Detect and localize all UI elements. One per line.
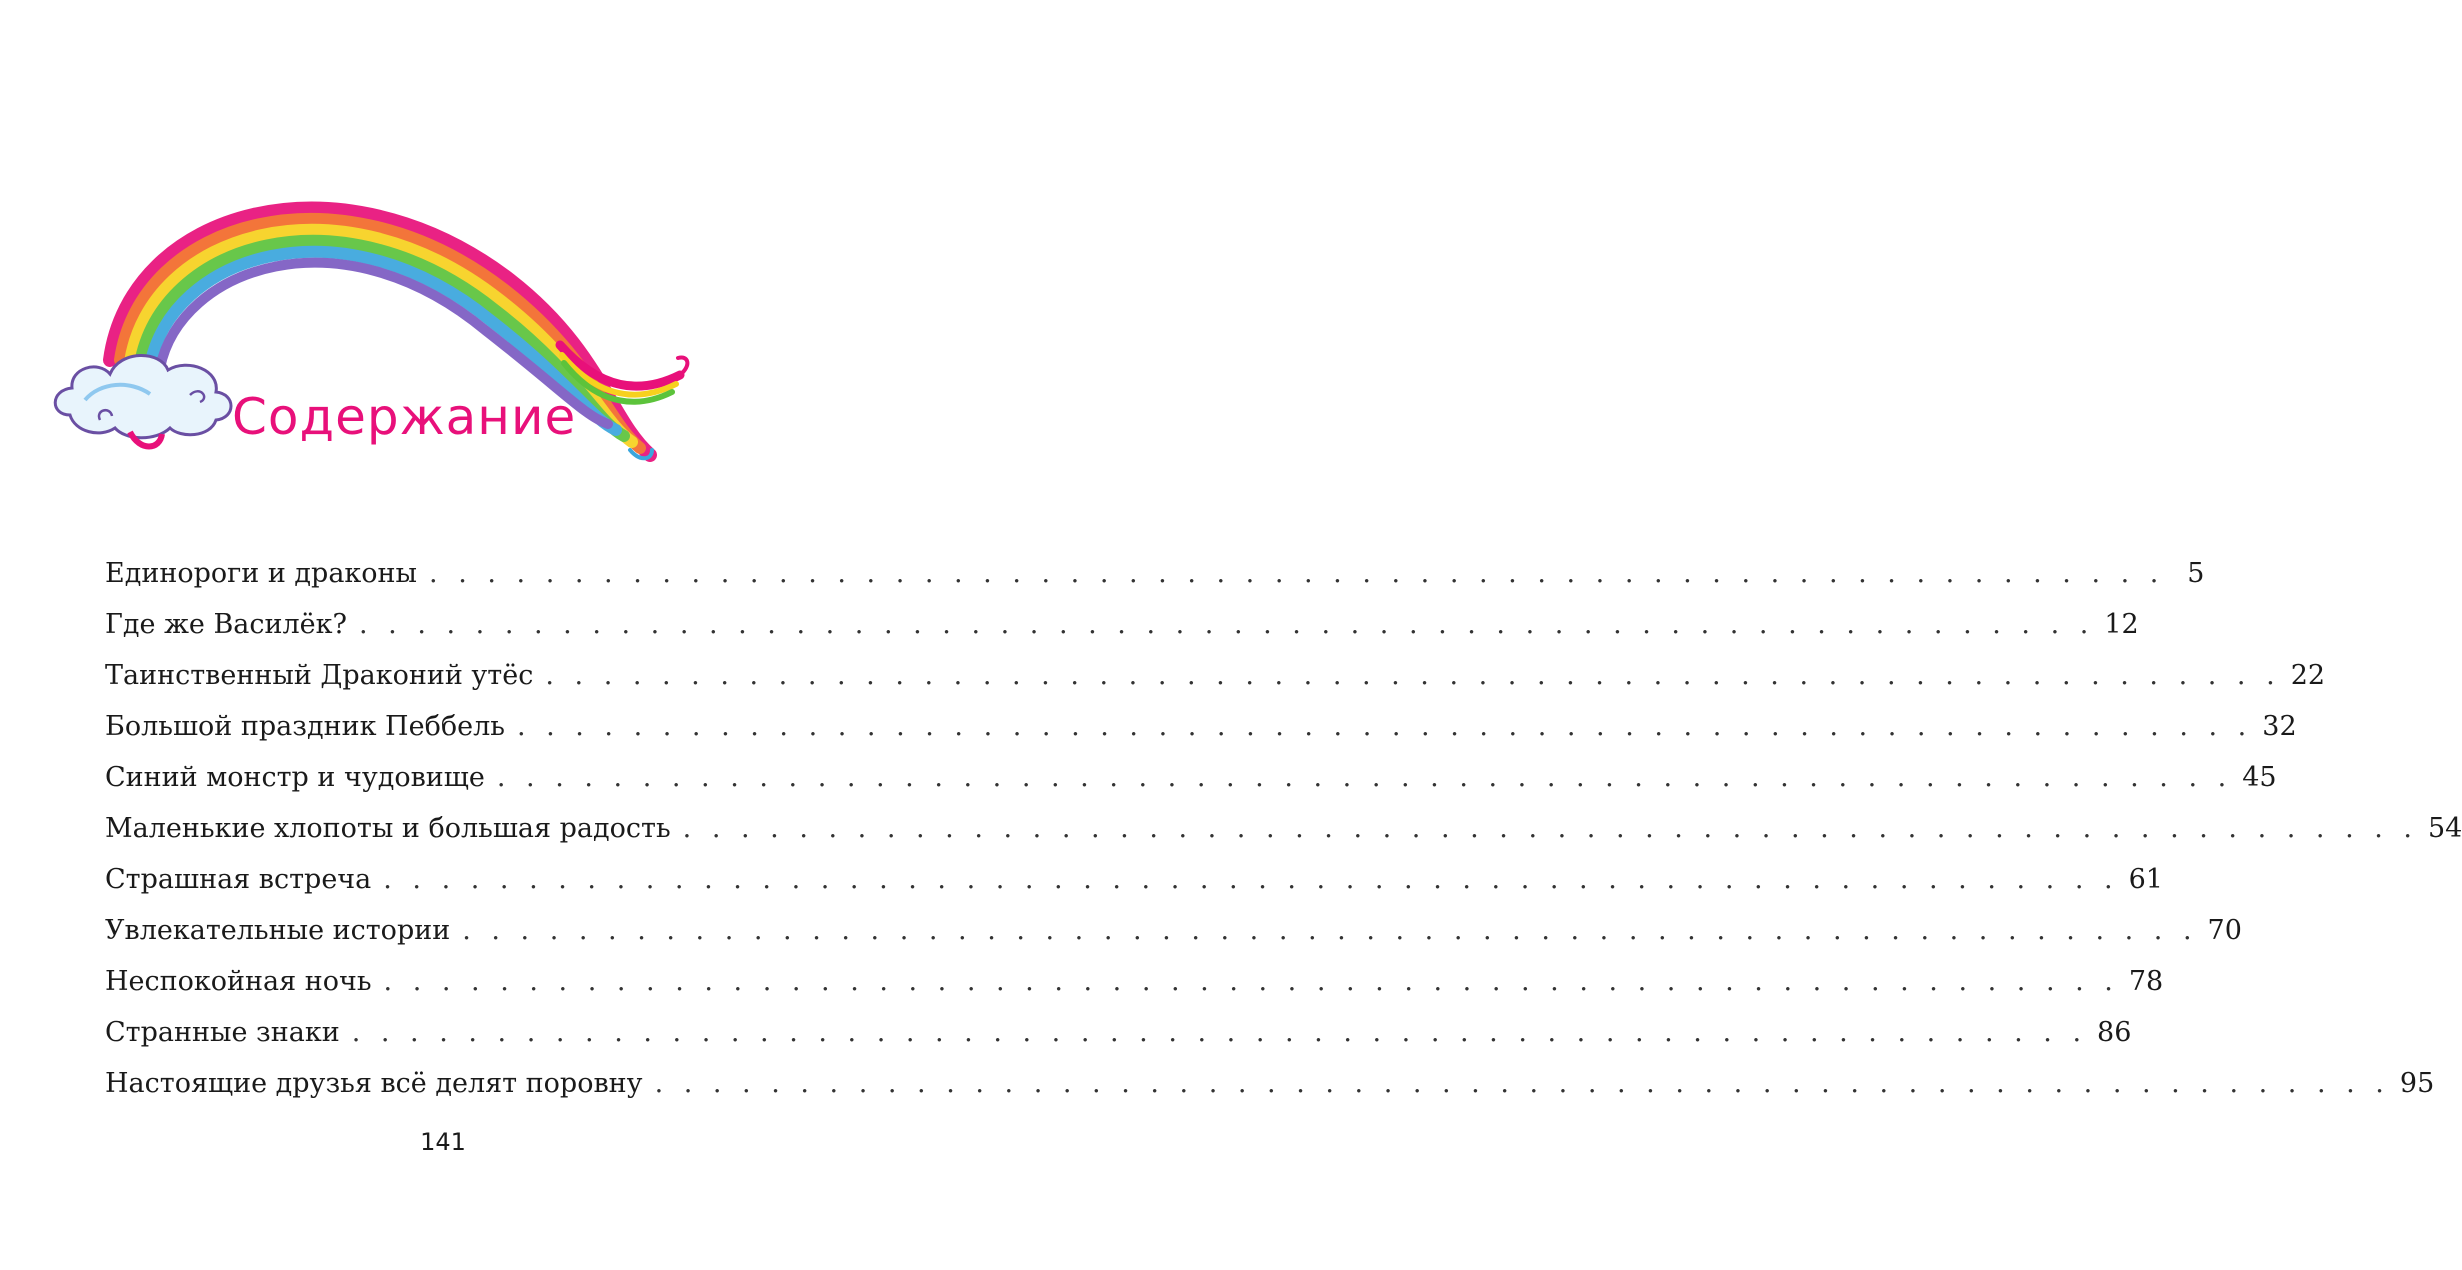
toc-entry-page: 70 xyxy=(2207,915,2242,946)
toc-entry-page: 5 xyxy=(2187,558,2205,589)
toc-entry-title: Синий монстр и чудовище xyxy=(105,762,485,793)
toc-leader-dots: . . . . . . . . . . . . . . . . . . . . . . . . . . . . . . . . . . . . . . . . . . . . . . . . . . . . . . . . . . . . xyxy=(383,966,2119,997)
toc-leader-dots: . . . . . . . . . . . . . . . . . . . . . . . . . . . . . . . . . . . . . . . . . . . . . . . . . . . . . . . . . . . . xyxy=(359,609,2095,640)
toc-leader-dots: . . . . . . . . . . . . . . . . . . . . . . . . . . . . . . . . . . . . . . . . . . . . . . . . . . . . . . . . . . . . xyxy=(654,1068,2390,1099)
cloud-icon xyxy=(55,355,231,446)
toc-entry-page: 22 xyxy=(2290,660,2326,691)
toc-entry-title: Странные знаки xyxy=(105,1017,340,1048)
toc-leader-dots: . . . . . . . . . . . . . . . . . . . . . . . . . . . . . . . . . . . . . . . . . . . . . . . . . . . . . . . . . . . . xyxy=(429,558,2165,589)
toc-leader-dots: . . . . . . . . . . . . . . . . . . . . . . . . . . . . . . . . . . . . . . . . . . . . . . . . . . . . . . . . . . . . xyxy=(496,762,2233,793)
toc-entry-page: 61 xyxy=(2128,864,2163,895)
toc-entry-page: 54 xyxy=(2428,813,2462,844)
toc-entry-page: 95 xyxy=(2399,1068,2435,1099)
toc-entry-page: 45 xyxy=(2242,762,2277,793)
table-of-contents xyxy=(105,548,2462,1109)
toc-entry xyxy=(105,1007,2132,1058)
toc-entry-title: Где же Василёк? xyxy=(105,609,347,640)
toc-entry xyxy=(105,650,2326,701)
toc-entry-page: 32 xyxy=(2262,711,2297,742)
toc-entry xyxy=(105,956,2164,1007)
toc-entry xyxy=(105,854,2163,905)
toc-entry-title: Увлекательные истории xyxy=(105,915,451,946)
toc-entry xyxy=(105,803,2462,854)
toc-entry-page: 12 xyxy=(2104,609,2139,640)
toc-leader-dots: . . . . . . . . . . . . . . . . . . . . . . . . . . . . . . . . . . . . . . . . . . . . . . . . . . . . . . . . . . . . xyxy=(351,1017,2088,1048)
toc-entry-title: Единороги и драконы xyxy=(105,558,418,589)
toc-entry-title: Неспокойная ночь xyxy=(105,966,372,997)
toc-leader-dots: . . . . . . . . . . . . . . . . . . . . . . . . . . . . . . . . . . . . . . . . . . . . . . . . . . . . . . . . . . . . xyxy=(516,711,2253,742)
toc-leader-dots: . . . . . . . . . . . . . . . . . . . . . . . . . . . . . . . . . . . . . . . . . . . . . . . . . . . . . . . . . . . . xyxy=(545,660,2281,691)
toc-entry xyxy=(105,701,2297,752)
toc-entry-page: 78 xyxy=(2128,966,2164,997)
toc-entry-title: Большой праздник Пеббель xyxy=(105,711,505,742)
toc-entry xyxy=(105,752,2277,803)
page-title: Содержание xyxy=(232,388,577,446)
toc-leader-dots: . . . . . . . . . . . . . . . . . . . . . . . . . . . . . . . . . . . . . . . . . . . . . . . . . . . . . . . . . . . . xyxy=(462,915,2198,946)
toc-entry xyxy=(105,548,2205,599)
toc-entry-page: 86 xyxy=(2097,1017,2132,1048)
toc-entry-title: Страшная встреча xyxy=(105,864,372,895)
toc-entry xyxy=(105,905,2242,956)
toc-entry xyxy=(105,1058,2435,1109)
toc-entry-title: Таинственный Драконий утёс xyxy=(105,660,534,691)
toc-entry-title: Настоящие друзья всё делят поровну xyxy=(105,1068,643,1099)
toc-entry-title: Маленькие хлопоты и большая радость xyxy=(105,813,671,844)
toc-entry xyxy=(105,599,2139,650)
toc-leader-dots: . . . . . . . . . . . . . . . . . . . . . . . . . . . . . . . . . . . . . . . . . . . . . . . . . . . . . . . . . . . . xyxy=(682,813,2418,844)
toc-leader-dots: . . . . . . . . . . . . . . . . . . . . . . . . . . . . . . . . . . . . . . . . . . . . . . . . . . . . . . . . . . . . xyxy=(383,864,2119,895)
page-number: 141 xyxy=(420,1128,466,1156)
